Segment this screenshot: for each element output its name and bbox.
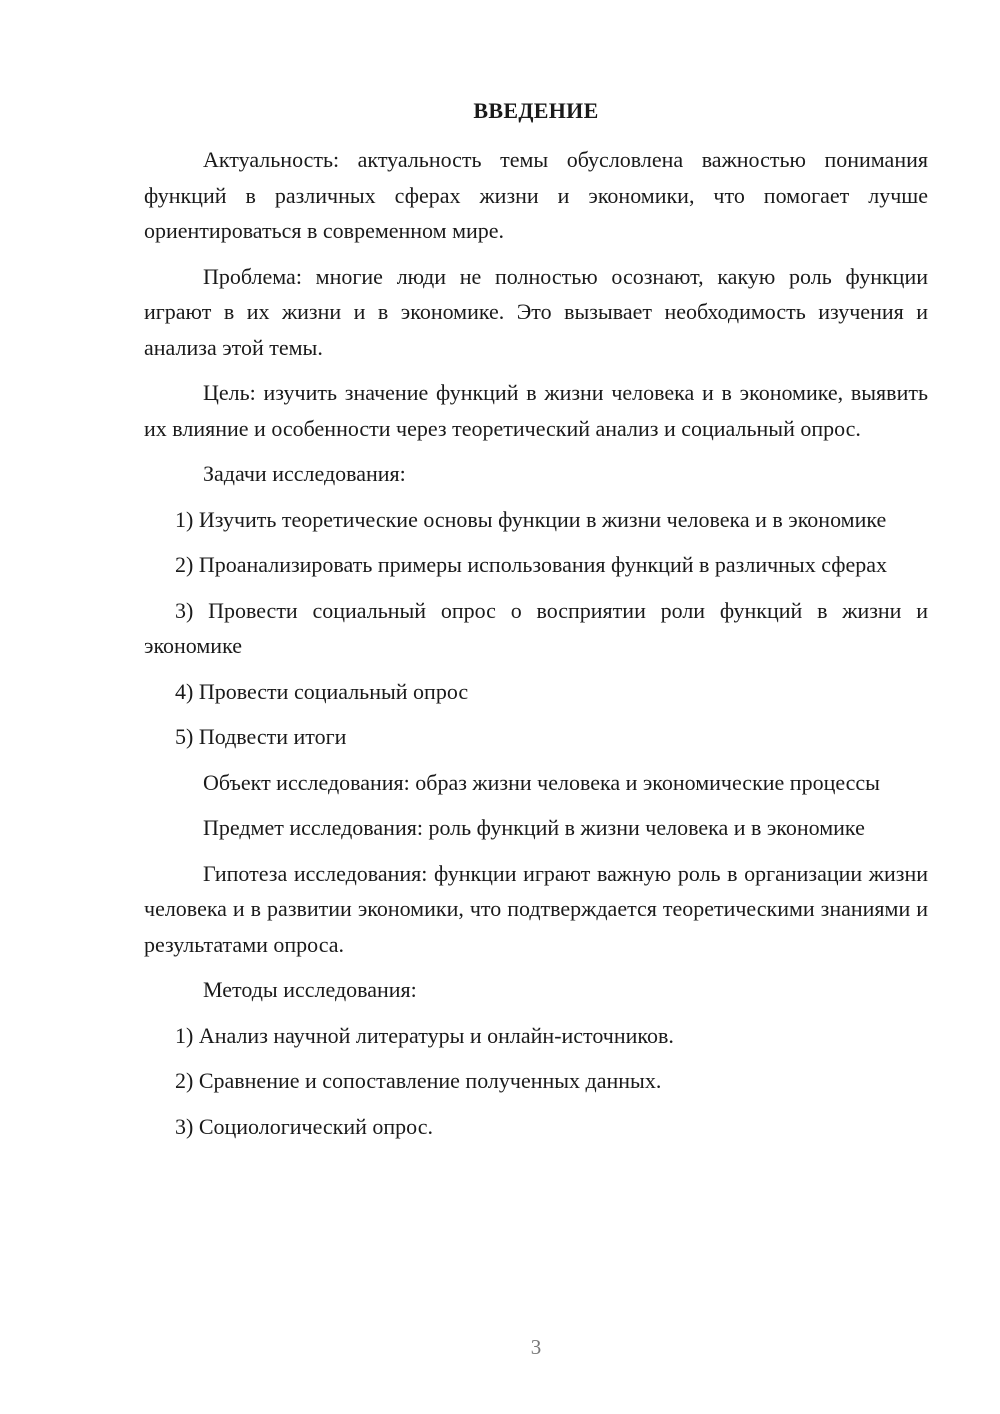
section-title: ВВЕДЕНИЕ — [473, 98, 599, 123]
paragraph-tasks-heading: Задачи исследования: — [203, 461, 406, 486]
paragraph-hypothesis: Гипотеза исследования: функции играют важную роль в организации жизни человека и в развитии экономики, что подтверждается теоретическими знаниями и результатами опроса. — [144, 860, 928, 957]
paragraph-object: Объект исследования: образ жизни человека и экономические процессы — [203, 769, 880, 795]
page-number: 3 — [530, 1335, 542, 1359]
method-item-3: 3) Социологический опрос. — [175, 1113, 433, 1139]
paragraph-subject: Предмет исследования: роль функций в жизни человека и в экономике — [203, 815, 865, 840]
body-text — [144, 142, 928, 1154]
task-item-2: 2) Проанализировать примеры использования функций в различных сферах — [175, 552, 888, 577]
paragraph-relevance: Актуальность: актуальность темы обусловлена важностью понимания функций в различных сферах жизни и экономики, что помогает лучше ориентироваться в современном мире. — [144, 147, 928, 243]
task-item-1: 1) Изучить теоретические основы функции в жизни человека и в экономике — [175, 506, 887, 532]
method-item-1: 1) Анализ научной литературы и онлайн-источников. — [175, 1022, 674, 1048]
paragraph-methods-heading: Методы исследования: — [203, 977, 417, 1002]
paragraph-goal: Цель: изучить значение функций в жизни человека и в экономике, выявить их влияние и особенности через теоретический анализ и социальный опрос. — [144, 380, 928, 441]
paragraph-problem: Проблема: многие люди не полностью осознают, какую роль функции играют в их жизни и в экономике. Это вызывает необходимость изучения и анализа этой темы. — [144, 263, 928, 360]
task-item-3: 3) Провести социальный опрос о восприятии роли функций в жизни и экономике — [144, 597, 928, 658]
task-item-5: 5) Подвести итоги — [175, 724, 347, 749]
task-item-4: 4) Провести социальный опрос — [175, 678, 469, 704]
method-item-2: 2) Сравнение и сопоставление полученных данных. — [175, 1068, 662, 1093]
